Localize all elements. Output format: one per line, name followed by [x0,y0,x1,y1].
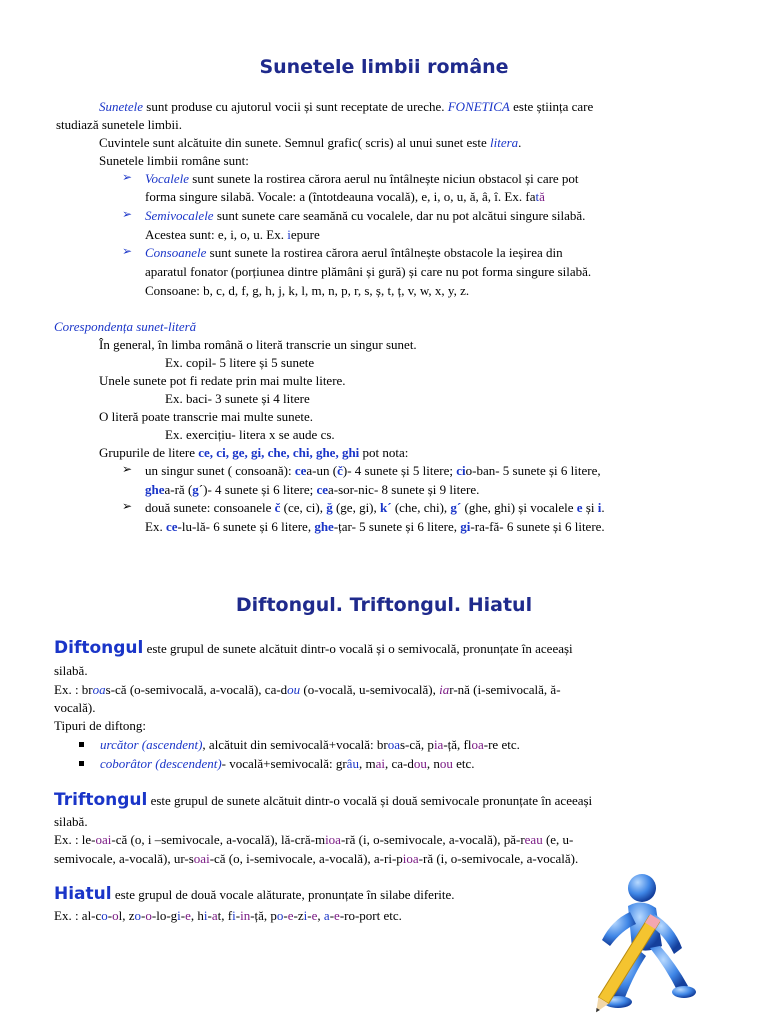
intro-line-2: studiază sunetele limbii. [56,117,182,132]
intro-line-1: Sunetele sunt produse cu ajutorul vocii și sunt receptate de ureche. FONETICA este știința care [99,99,594,114]
consoane-line-3: Consoane: b, c, d, f, g, h, j, k, l, m, n, p, r, s, ș, t, ț, v, w, x, y, z. [145,283,470,298]
hiat-example: Ex. : al-co-ol, zo-o-lo-gi-e, hi-at, fi-in-ță, po-e-zi-e, a-e-ro-port etc. [54,908,402,923]
corr-line: Unele sunete pot fi redate prin mai multe litere. [99,373,346,388]
intro-line-4: Sunetele limbii române sunt: [99,153,249,168]
semivocale-line-1: Semivocalele sunt sunete care seamănă cu vocalele, dar nu pot alcătui singure silabă. [145,208,586,223]
corr-line: O literă poate transcrie mai multe sunete. [99,409,314,424]
triftong-line-1: Triftongul este grupul de sunete alcătuit dintr-o vocală și două semivocale pronunțate în aceeași [54,790,593,810]
corr-line: În general, în limba română o literă transcrie un singur sunet. [99,337,417,352]
page-title: Sunetele limbii române [259,56,509,78]
triftong-example-2: semivocale, a-vocală), ur-soai-că (o, i-semivocale, a-vocală), a-ri-pioa-ră (i, o-semivocale, a-vocală). [54,851,579,866]
square-bullet-icon [79,742,84,747]
diftong-coborator: coborâtor (descendent)- vocală+semivocală: grâu, mai, ca-dou, nou etc. [100,756,475,771]
corr-example: Ex. baci- 3 sunete și 4 litere [165,391,310,406]
diftong-line-2: silabă. [54,663,88,678]
diftong-types: Tipuri de diftong: [54,718,146,733]
figure-with-pencil-illustration [590,868,700,1018]
triftong-example: Ex. : le-oai-că (o, i –semivocale, a-vocală), lă-cră-mioa-ră (i, o-semivocale, a-vocală), pă-reau (e, u- [54,832,574,847]
bullet-line-2b: Ex. ce-lu-lă- 6 sunete și 6 litere, ghe-țar- 5 sunete și 6 litere, gi-ra-fă- 6 sunete și 6 litere. [145,519,605,534]
intro-line-3: Cuvintele sunt alcătuite din sunete. Semnul grafic( scris) al unui sunet este litera. [99,135,522,150]
square-bullet-icon [79,761,84,766]
arrow-bullet-icon: ➢ [122,170,133,184]
vocale-line-1: Vocalele sunt sunete la rostirea cărora aerul nu întâlnește niciun obstacol și care pot [145,171,579,186]
arrow-bullet-icon: ➢ [122,462,133,476]
section-heading: Corespondența sunet-literă [54,319,197,334]
diftong-urcator: urcător (ascendent), alcătuit din semivocală+vocală: broas-că, pia-ță, floa-re etc. [100,737,520,752]
triftong-line-2: silabă. [54,814,88,829]
semivocale-line-2: Acestea sunt: e, i, o, u. Ex. iepure [145,227,320,242]
vocale-line-2: forma singure silabă. Vocale: a (întotdeauna vocală), e, i, o, u, ă, â, î. Ex. fată [145,189,545,204]
diftong-example-2: vocală). [54,700,96,715]
consoane-line-1: Consoanele sunt sunete la rostirea cărora aerul întâlnește obstacole la ieșirea din [145,245,563,260]
diftong-line-1: Diftongul este grupul de sunete alcătuit dintr-o vocală și o semivocală, pronunțate în aceeași [54,638,573,658]
bullet-line-1: un singur sunet ( consoană): cea-un (č)- 4 sunete și 5 litere; cio-ban- 5 sunete și 6 litere, [145,463,601,478]
hiat-line-1: Hiatul este grupul de două vocale alăturate, pronunțate în silabe diferite. [54,884,455,904]
bullet-line-2: două sunete: consoanele č (ce, ci), ğ (ge, gi), k´ (che, chi), g´ (ghe, ghi) și vocalele e și i. [145,500,605,515]
diftong-example: Ex. : broas-că (o-semivocală, a-vocală), ca-dou (o-vocală, u-semivocală), iar-nă (i-semivocală, ă- [54,682,561,697]
corr-example: Ex. copil- 5 litere și 5 sunete [165,355,315,370]
arrow-bullet-icon: ➢ [122,499,133,513]
corr-line: Grupurile de litere ce, ci, ge, gi, che, chi, ghe, ghi pot nota: [99,445,409,460]
section-title: Diftongul. Triftongul. Hiatul [235,594,533,616]
arrow-bullet-icon: ➢ [122,207,133,221]
corr-example: Ex. exercițiu- litera x se aude cs. [165,427,335,442]
bullet-line-1b: ghea-ră (g´)- 4 sunete și 6 litere; cea-sor-nic- 8 sunete și 9 litere. [145,482,480,497]
arrow-bullet-icon: ➢ [122,244,133,258]
consoane-line-2: aparatul fonator (porțiunea dintre plămâni și gură) și care nu pot forma singure silabă. [145,264,592,279]
